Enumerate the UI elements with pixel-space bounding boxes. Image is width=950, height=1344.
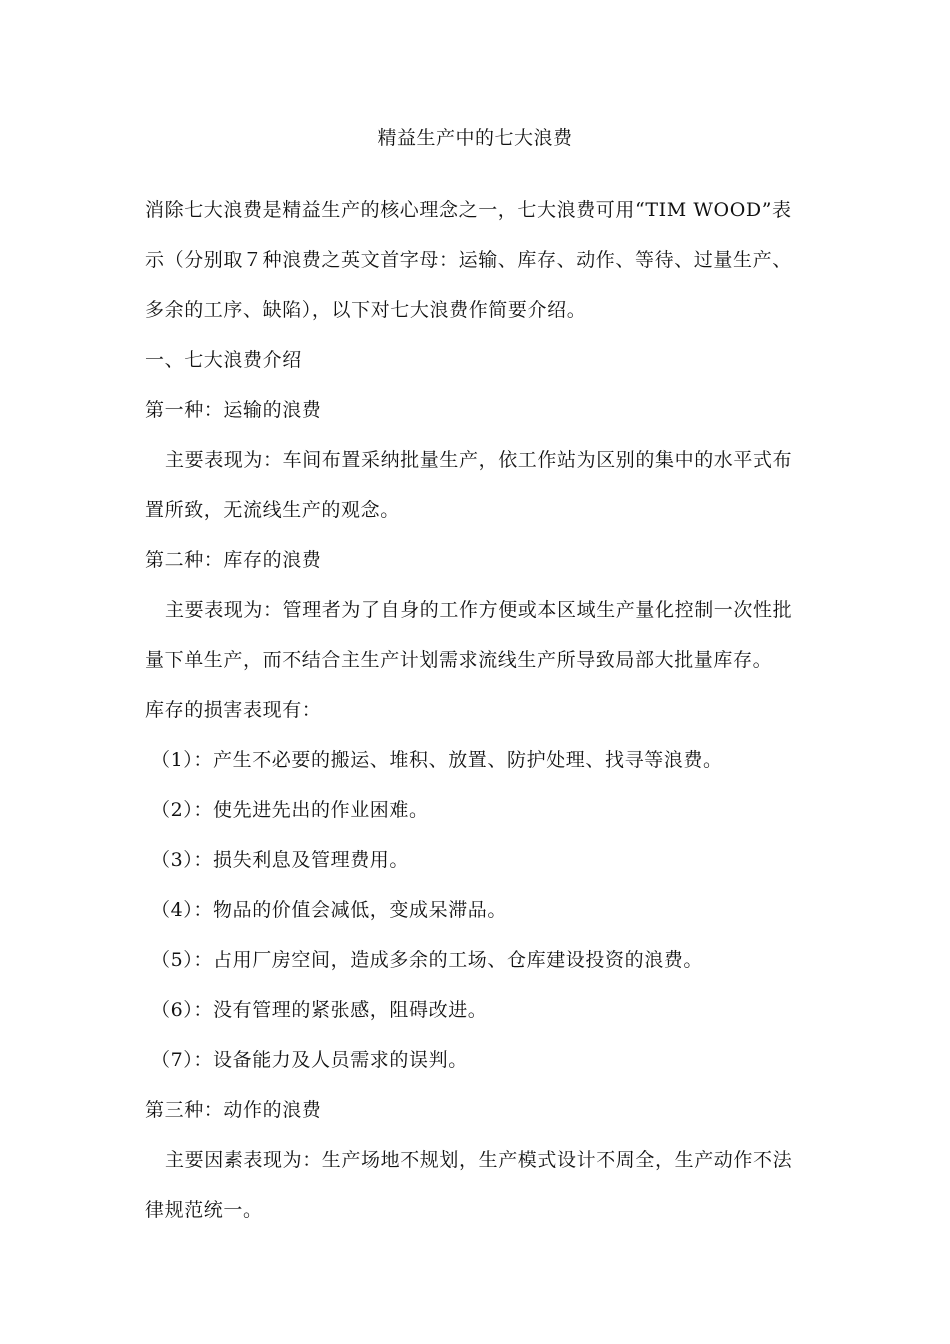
list-item: （4）：物品的价值会减低，变成呆滞品。 [151,899,507,921]
list-item: （5）：占用厂房空间，造成多余的工场、仓库建设投资的浪费。 [151,949,703,971]
document-body [145,185,805,1235]
waste-heading-inventory: 第二种：库存的浪费 [145,549,322,571]
inventory-harm-heading: 库存的损害表现有： [145,699,322,721]
waste-description-inventory: 主要表现为：管理者为了自身的工作方便或本区域生产量化控制一次性批量下单生产，而不结合主生产计划需求流线生产所导致局部大批量库存。 [145,599,793,671]
waste-heading-transport: 第一种：运输的浪费 [145,399,322,421]
intro-paragraph: 消除七大浪费是精益生产的核心理念之一，七大浪费可用“TIM WOOD”表示（分别取７种浪费之英文首字母：运输、库存、动作、等待、过量生产、多余的工序、缺陷），以下对七大浪费作简要介绍。 [145,199,792,321]
list-item: （3）：损失利息及管理费用。 [151,849,409,871]
list-item: （6）：没有管理的紧张感，阻碍改进。 [151,999,488,1021]
waste-heading-motion: 第三种：动作的浪费 [145,1099,322,1121]
document-title: 精益生产中的七大浪费 [377,127,573,149]
section-heading: 一、七大浪费介绍 [145,349,302,371]
waste-description-transport: 主要表现为：车间布置采纳批量生产，依工作站为区别的集中的水平式布置所致，无流线生产的观念。 [145,449,793,521]
waste-description-motion: 主要因素表现为：生产场地不规划，生产模式设计不周全，生产动作不法律规范统一。 [145,1149,793,1221]
list-item: （1）：产生不必要的搬运、堆积、放置、防护处理、找寻等浪费。 [151,749,723,771]
list-item: （2）：使先进先出的作业困难。 [151,799,429,821]
list-item: （7）：设备能力及人员需求的误判。 [151,1049,468,1071]
